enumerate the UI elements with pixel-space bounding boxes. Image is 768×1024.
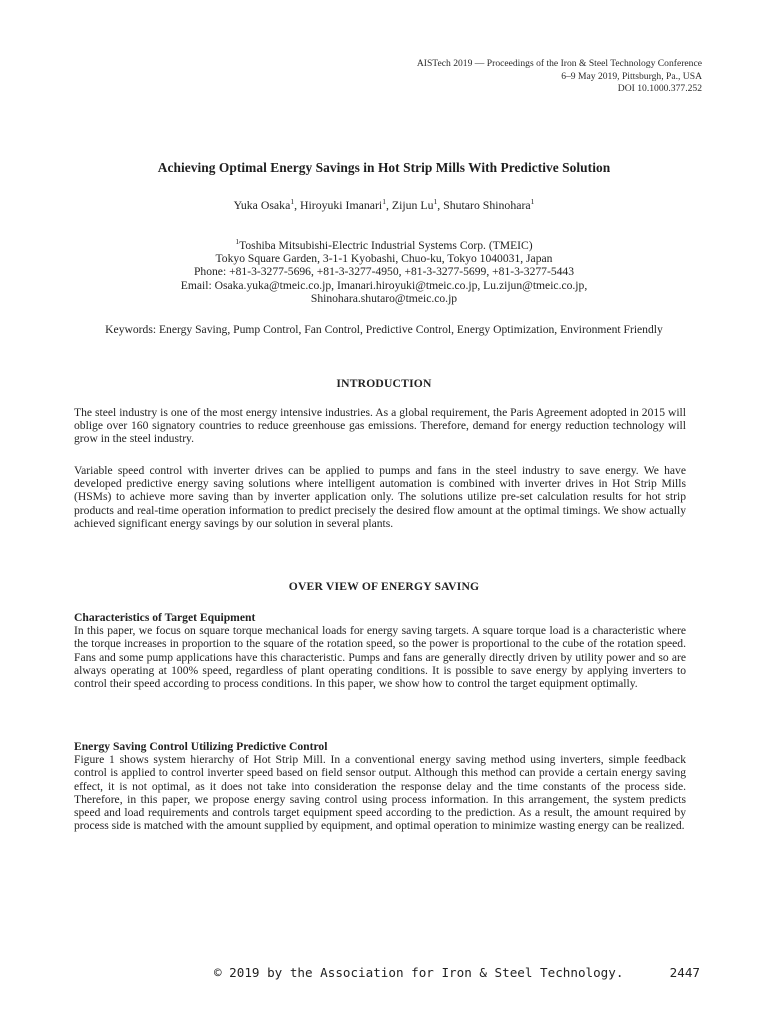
conference-name: AISTech 2019 — Proceedings of the Iron & Steel Technology Conference [416,58,702,69]
author-list: Yuka Osaka$^1$, Hiroyuki Imanari$^1$, Zijun Lu$^1$, Shutaro Shinohara$^1$ [233,197,535,212]
conference-dates: 6–9 May 2019, Pittsburgh, Pa., USA [561,70,702,82]
overview-block-2 [74,740,686,832]
author-affiliation-mark: 1 [433,197,438,206]
overview-block-1 [74,611,686,690]
subheading-predictive-control: Energy Saving Control Utilizing Predictive Control [74,740,328,753]
intro-paragraph-1: The steel industry is one of the most energy intensive industries. As a global requirement, the Paris Agreement adopted in 2015 will oblige over 160 signatory countries to reduce greenhouse gas emissions. Therefore, demand for energy reduction technology will grow in the steel industry. [74,406,686,446]
copyright-notice: © 2019 by the Association for Iron & Steel Technology. [214,965,624,980]
section-heading-overview: OVER VIEW OF ENERGY SAVING [288,580,480,593]
subheading-target-equipment: Characteristics of Target Equipment [74,611,256,624]
affiliation-block [0,235,768,305]
overview-paragraph-1: In this paper, we focus on square torque mechanical loads for energy saving targets. A square torque load is a characteristic where the torque increases in proportion to the square of the rotation speed, so the power is proportional to the cube of the rotation speed. Fans and some pump applications have this characteristic. Pumps and fans are generally directly driven by utility power and so are always operating at 100% speed, regardless of plant operating conditions. It is possible to save energy by applying inverters to control their speed according to process conditions. In this paper, we show how to control the target equipment optimally. [74,624,686,691]
affiliation-email-continued: Shinohara.shutaro@tmeic.co.jp [310,292,458,306]
conference-header [417,58,702,96]
author-name: Hiroyuki Imanari [299,197,383,212]
section-heading-introduction: INTRODUCTION [336,377,432,390]
affiliation-phone: Phone: +81-3-3277-5696, +81-3-3277-4950, +81-3-3277-5699, +81-3-3277-5443 [193,265,575,279]
intro-paragraph-2: Variable speed control with inverter drives can be applied to pumps and fans in the steel industry to save energy. We have developed predictive energy saving solutions where intelligent automation is combined with inverter drives in Hot Strip Mills (HSMs) to achieve more saving than by inverter application only. The solutions utilize pre-set calculation results for hot strip products and real-time operation information to predict precisely the desired flow amount at the optimal timings. We show actually achieved significant energy savings by our solution in several plants. [74,464,686,530]
author-affiliation-mark: 1 [382,197,386,206]
affiliation-email: Email: Osaka.yuka@tmeic.co.jp, Imanari.hiroyuki@tmeic.co.jp, Lu.zijun@tmeic.co.jp, [180,278,588,292]
author-affiliation-mark: 1 [530,197,535,206]
affiliation-org: Toshiba Mitsubishi-Electric Industrial Systems Corp. (TMEIC) [239,238,533,252]
affiliation-mark: 1 [235,237,240,246]
overview-paragraph-2: Figure 1 shows system hierarchy of Hot Strip Mill. In a conventional energy saving method using inverters, simple feedback control is applied to control inverter speed based on field sensor output. Although this method can provide a certain energy saving effect, it is not optimal, as it does not take into consideration the response delay and the time constants of the process side. Therefore, in this paper, we propose energy saving control using process information. In this arrangement, the system predicts speed and load requirements and controls target equipment speed according to the prediction. As a result, the amount required by process side is matched with the amount supplied by equipment, and optimal operation to minimize wasting energy can be realized. [74,753,686,833]
author-name: Yuka Osaka [233,197,291,212]
affiliation-address: Tokyo Square Garden, 3-1-1 Kyobashi, Chuo-ku, Tokyo 1040031, Japan [215,252,553,266]
author-name: Zijun Lu [391,197,434,212]
page-number: 2447 [669,965,700,980]
author-affiliation-mark: 1 [290,197,295,206]
keywords: Keywords: Energy Saving, Pump Control, Fan Control, Predictive Control, Energy Optimization, Environment Friendly [105,323,663,336]
author-name: Shutaro Shinohara [443,197,531,212]
doi: DOI 10.1000.377.252 [617,83,702,95]
paper-title: Achieving Optimal Energy Savings in Hot Strip Mills With Predictive Solution [157,160,611,175]
